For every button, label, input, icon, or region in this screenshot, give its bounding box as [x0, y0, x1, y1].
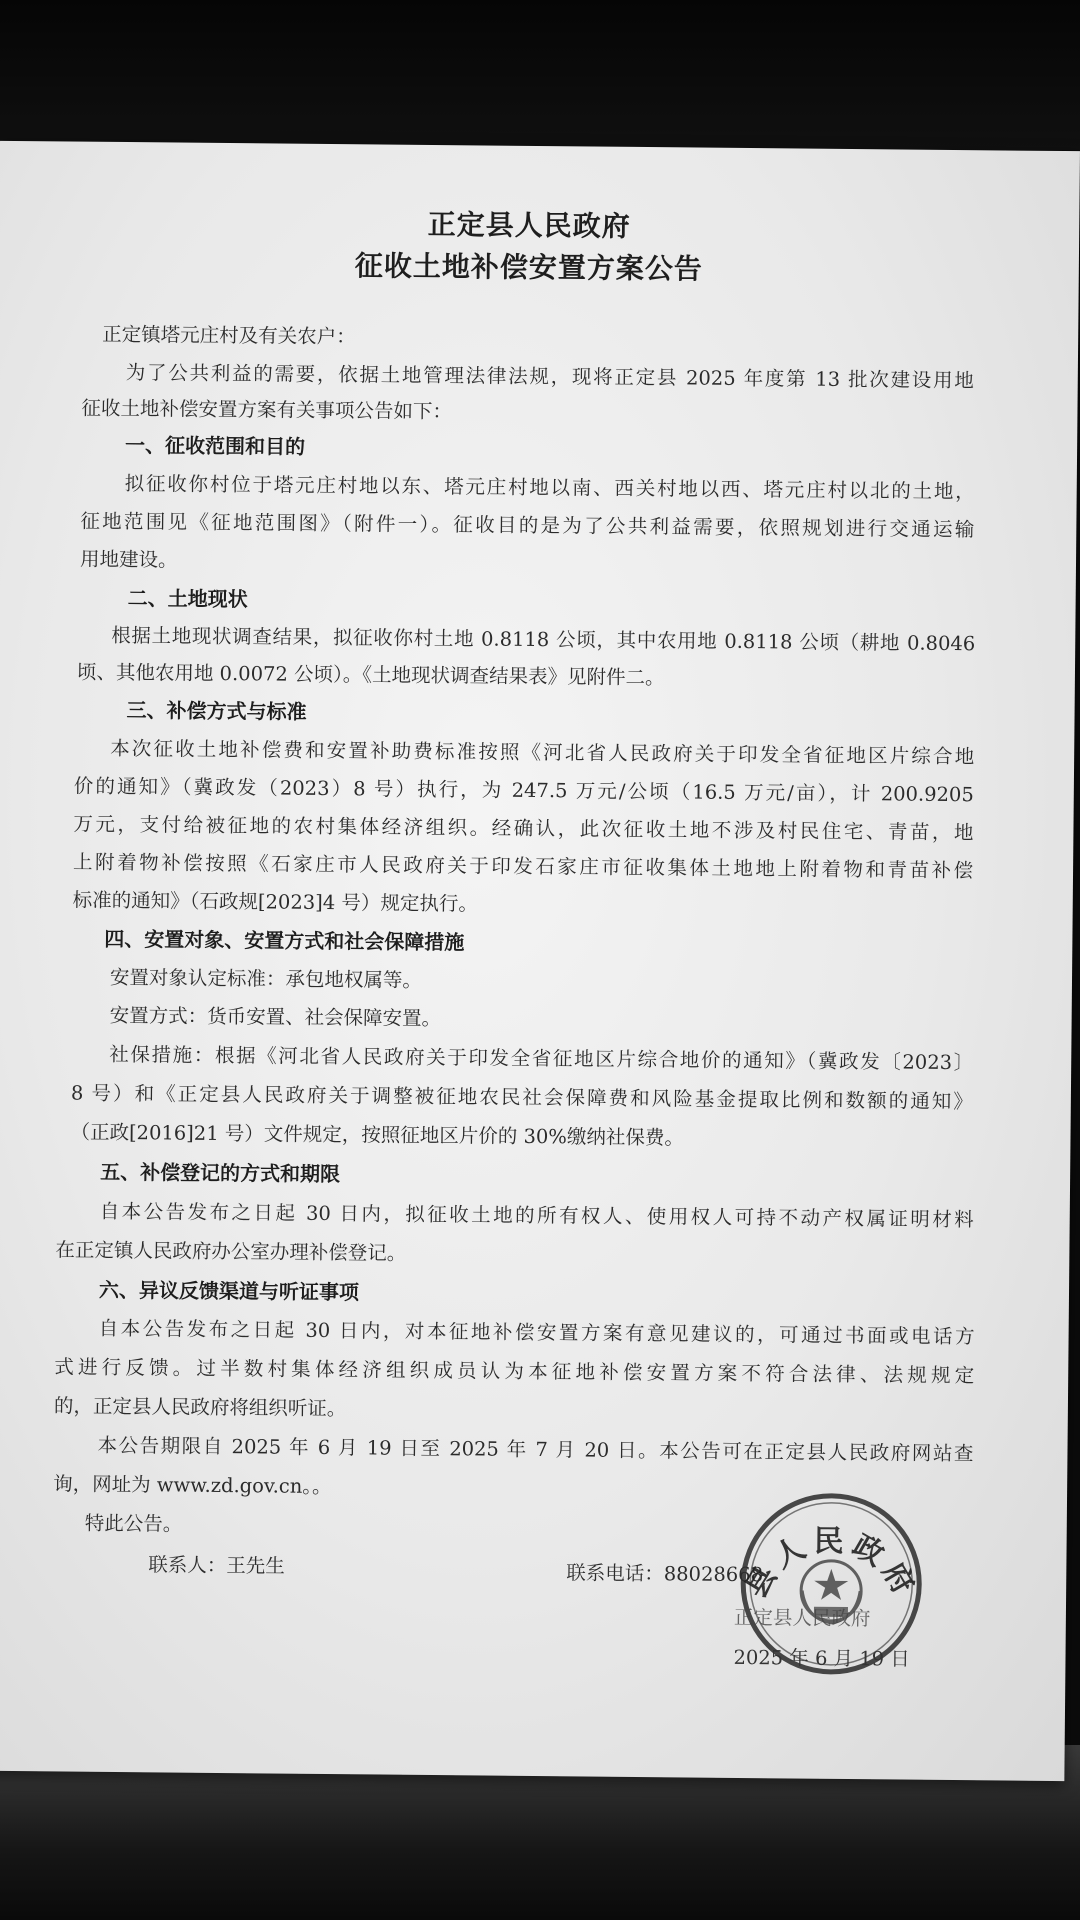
section-3-heading: 三、补偿方式与标准 [126, 698, 307, 724]
section-1-line-3: 用地建设。 [79, 547, 178, 572]
contact-phone: 联系电话：88028668 [566, 1561, 764, 1587]
section-4-line-4: 8 号）和《正定县人民政府关于调整被征地农民社会保障费和风险基金提取比例和数额的通知》 [70, 1081, 973, 1114]
intro-line-2: 征收土地补偿安置方案有关事项公告如下： [81, 396, 453, 424]
signature-date: 2025 年 6 月 19 日 [733, 1645, 910, 1671]
notice-paper [0, 141, 1080, 1781]
period-line-2: 询，网址为 www.zd.gov.cn。。 [53, 1472, 332, 1499]
closing-text: 特此公告。 [84, 1511, 183, 1536]
section-1-line-2: 征地范围见《征地范围图》（附件一）。征收目的是为了公共利益需要，依照规划进行交通运输 [80, 509, 975, 542]
section-3-line-3: 万元，支付给被征地的农村集体经济组织。经确认，此次征收土地不涉及村民住宅、青苗，地 [73, 812, 974, 845]
section-4-heading: 四、安置对象、安置方式和社会保障措施 [104, 926, 465, 955]
section-4-line-1: 安置对象认定标准：承包地权属等。 [109, 965, 423, 992]
section-2-heading: 二、土地现状 [127, 586, 248, 612]
section-2-line-1: 根据土地现状调查结果，拟征收你村土地 0.8118 公顷，其中农用地 0.8118 公顷（耕地 0.8046 [111, 623, 976, 656]
intro-line-1: 为了公共利益的需要，依据土地管理法律法规，现将正定县 2025 年度第 13 批次建设用地 [125, 361, 974, 393]
title-line-1: 正定县人民政府 [427, 207, 631, 243]
section-1-line-1: 拟征收你村位于塔元庄村地以东、塔元庄村地以南、西关村地以西、塔元庄村以北的土地， [124, 472, 975, 504]
section-4-line-5: （正政[2016]21 号）文件规定，按照征地区片价的 30%缴纳社保费。 [70, 1120, 685, 1150]
section-6-line-1: 自本公告发布之日起 30 日内，对本征地补偿安置方案有意见建议的，可通过书面或电话方 [98, 1316, 975, 1349]
section-6-line-3: 的，正定县人民政府将组织听证。 [53, 1394, 347, 1421]
section-6-heading: 六、异议反馈渠道与听证事项 [98, 1277, 360, 1305]
signature-org: 正定县人民政府 [733, 1605, 871, 1631]
period-line-1: 本公告期限自 2025 年 6 月 19 日至 2025 年 7 月 20 日。本公告可在正定县人民政府网站查 [97, 1433, 974, 1466]
section-3-line-1: 本次征收土地补偿费和安置补助费标准按照《河北省人民政府关于印发全省征地区片综合地 [110, 736, 975, 769]
title-line-2: 征收土地补偿安置方案公告 [354, 249, 703, 286]
section-3-line-4: 上附着物补偿按照《石家庄市人民政府关于印发石家庄市征收集体土地地上附着物和青苗补偿 [72, 850, 974, 883]
section-5-line-1: 自本公告发布之日起 30 日内，拟征收土地的所有权人、使用权人可持不动产权属证明材料 [99, 1199, 974, 1232]
section-6-line-2: 式进行反馈。过半数村集体经济组织成员认为本征地补偿安置方案不符合法律、法规规定 [54, 1355, 975, 1388]
section-5-line-2: 在正定镇人民政府办公室办理补偿登记。 [55, 1238, 407, 1265]
background-top [0, 0, 1080, 150]
section-3-line-5: 标准的通知》（石政规[2023]4 号）规定执行。 [72, 888, 479, 916]
section-4-line-3: 社保措施：根据《河北省人民政府关于印发全省征地区片综合地价的通知》（冀政发〔2023〕 [109, 1042, 974, 1075]
section-2-line-2: 顷、其他农用地 0.0072 公顷）。《土地现状调查结果表》见附件二。 [76, 660, 665, 690]
section-5-heading: 五、补偿登记的方式和期限 [100, 1159, 341, 1187]
seal-text: 县人民政府 [738, 1523, 924, 1606]
contact-person: 联系人：王先生 [148, 1553, 285, 1578]
section-3-line-2: 价的通知》（冀政发（2023）8 号）执行，为 247.5 万元/公顷（16.5 万元/亩），计 200.9205 [73, 774, 974, 807]
section-1-heading: 一、征收范围和目的 [124, 433, 306, 459]
section-4-line-2: 安置方式：货币安置、社会保障安置。 [109, 1003, 442, 1031]
addressee: 正定镇塔元庄村及有关农户： [102, 322, 356, 349]
